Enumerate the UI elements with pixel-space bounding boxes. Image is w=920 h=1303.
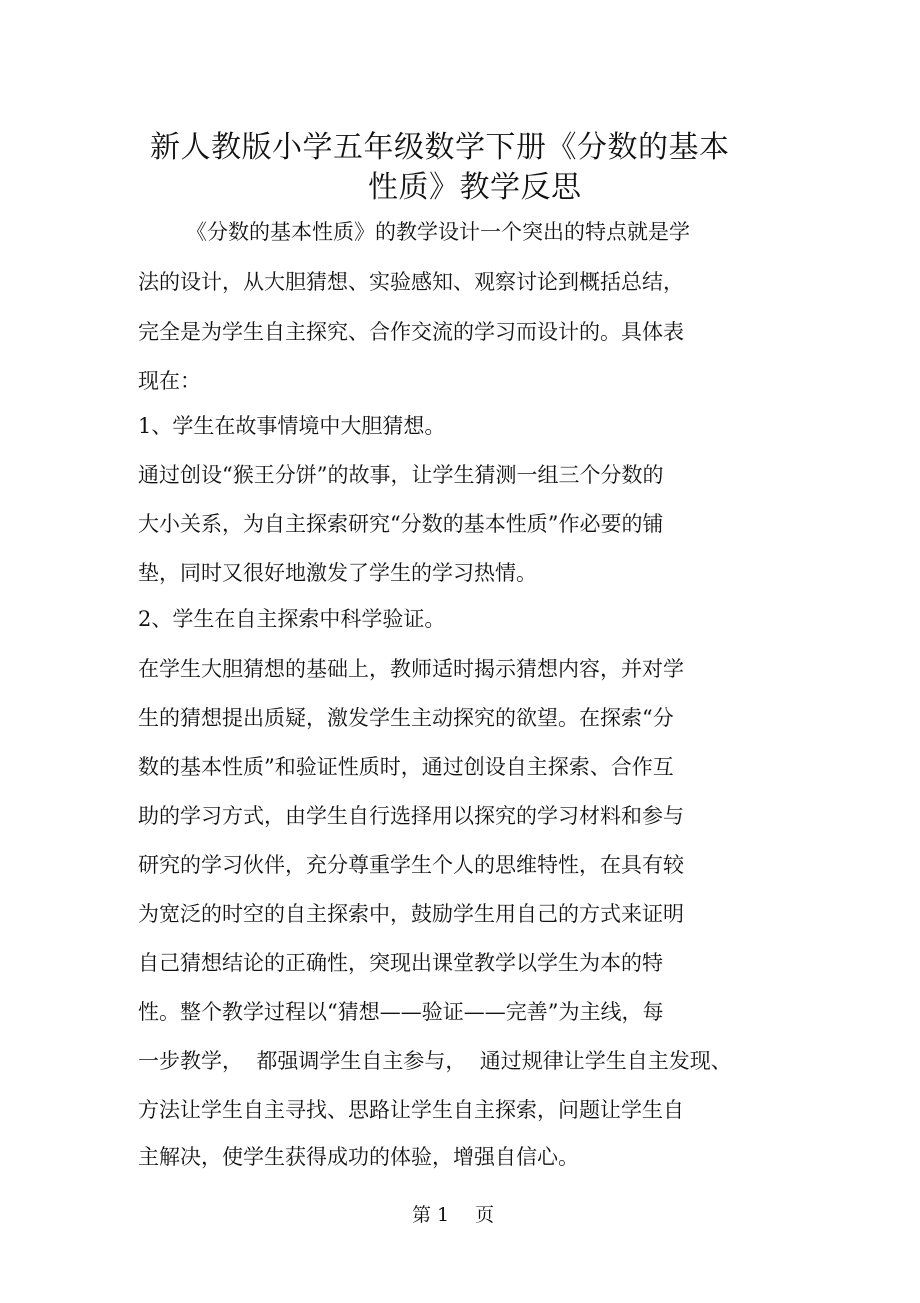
paragraph-line-6: 大小关系，为自主探索研究“分数的基本性质”作必要的铺 [138, 512, 664, 536]
paragraph-line-4: 现在： [138, 369, 201, 393]
page-number: 1 [437, 1204, 450, 1226]
page-prefix: 第 [412, 1204, 432, 1226]
paragraph-line-8: 在学生大胆猜想的基础上，教师适时揭示猜想内容，并对学 [138, 657, 684, 681]
section-heading-1: 1、学生在故事情境中大胆猜想。 [138, 414, 446, 438]
paragraph-line-1: 《分数的基本性质》的教学设计一个突出的特点就是学 [186, 220, 690, 244]
paragraph-line-16: 一步教学， 都强调学生自主参与， 通过规律让学生自主发现、 [138, 1049, 732, 1073]
paragraph-line-5: 通过创设“猴王分饼”的故事，让学生猜测一组三个分数的 [138, 463, 664, 487]
paragraph-line-9: 生的猜想提出质疑，激发学生主动探究的欲望。在探索“分 [138, 706, 674, 730]
document-title-line-1: 新人教版小学五年级数学下册《分数的基本 [150, 130, 730, 165]
page-suffix: 页 [475, 1204, 495, 1226]
paragraph-line-10: 数的基本性质”和验证性质时，通过创设自主探索、合作互 [138, 755, 674, 779]
section-heading-2: 2、学生在自主探索中科学验证。 [138, 607, 446, 631]
paragraph-line-3: 完全是为学生自主探究、合作交流的学习而设计的。具体表 [138, 320, 684, 344]
paragraph-line-15: 性。整个教学过程以“猜想——验证——完善”为主线，每 [138, 1000, 664, 1024]
paragraph-line-2: 法的设计，从大胆猜想、实验感知、观察讨论到概括总结， [138, 270, 684, 294]
paragraph-line-11: 助的学习方式，由学生自行选择用以探究的学习材料和参与 [138, 804, 684, 828]
paragraph-line-18: 主解决，使学生获得成功的体验，增强自信心。 [138, 1145, 579, 1169]
document-title-line-2: 性质》教学反思 [368, 170, 582, 205]
paragraph-line-14: 自己猜想结论的正确性，突现出课堂教学以学生为本的特 [138, 951, 663, 975]
paragraph-line-12: 研究的学习伙伴，充分尊重学生个人的思维特性，在具有较 [138, 853, 684, 877]
paragraph-line-13: 为宽泛的时空的自主探索中，鼓励学生用自己的方式来证明 [138, 902, 684, 926]
page-footer [412, 1202, 494, 1228]
paragraph-line-7: 垫，同时又很好地激发了学生的学习热情。 [138, 561, 537, 585]
paragraph-line-17: 方法让学生自主寻找、思路让学生自主探索，问题让学生自 [138, 1098, 684, 1122]
